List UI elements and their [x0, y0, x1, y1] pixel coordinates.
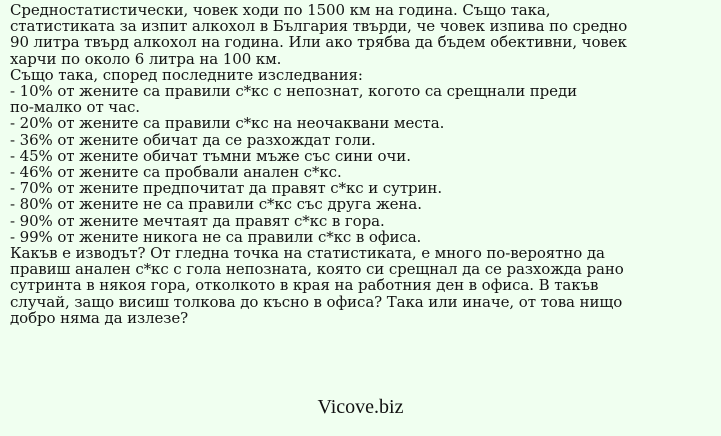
stat-line: - 46% от жените са пробвали анален с*кс. [10, 163, 342, 182]
conclusion-line: правиш анален с*кс с гола непозната, която си срещнал да се разхожда рано [10, 260, 624, 279]
conclusion-line: добро няма да излезе? [10, 308, 189, 327]
stat-line: - 36% от жените обичат да се разхождат голи. [10, 130, 376, 149]
intro-line: харчи по около 6 литра на 100 км. [10, 49, 282, 68]
joke-text [10, 2, 710, 326]
stat-line: - 99% от жените никога не са правили с*кс в офиса. [10, 227, 422, 246]
stat-line: - 70% от жените предпочитат да правят с*кс и сутрин. [10, 179, 442, 198]
stat-line: - 45% от жените обичат тъмни мъже със сини очи. [10, 146, 411, 165]
conclusion-line: сутринта в някоя гора, отколкото в края на работния ден в офиса. В такъв [10, 276, 599, 295]
stat-line: - 20% от жените са правили с*кс на неочаквани места. [10, 114, 445, 133]
site-watermark: Vicove.biz [317, 396, 404, 418]
stat-line: - 80% от жените не са правили с*кс със друга жена. [10, 195, 422, 214]
intro-line: 90 литра твърд алкохол на година. Или ако трябва да бъдем обективни, човек [10, 33, 627, 52]
stat-line: - 10% от жените са правили с*кс с непознат, когото са срещнали преди [10, 82, 577, 101]
intro-line: Средностатистически, човек ходи по 1500 км на година. Също така, [10, 1, 551, 19]
intro-line: статистиката за изпит алкохол в България твърди, че човек изпива по средно [10, 17, 628, 36]
stat-line: - 90% от жените мечтаят да правят с*кс в гора. [10, 211, 385, 230]
stat-line: по-малко от час. [10, 98, 140, 117]
conclusion-line: случай, защо висиш толкова до късно в офиса? Така или иначе, от това нищо [10, 292, 623, 311]
intro-line: Също така, според последните изследвания: [10, 65, 363, 84]
conclusion-line: Какъв е изводът? От гледна точка на статистиката, е много по-вероятно да [10, 244, 605, 263]
